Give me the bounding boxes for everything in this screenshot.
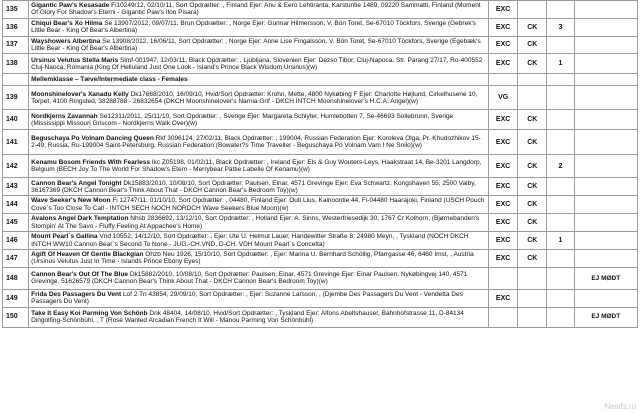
dog-name: Cannon Bear's Angel Tonight bbox=[31, 179, 122, 187]
table-row bbox=[3, 196, 638, 214]
placement bbox=[547, 1, 574, 19]
dog-description bbox=[29, 214, 489, 232]
dog-name: Cannon Bear's Out Of The Blue bbox=[31, 270, 129, 278]
dog-name: Beguschaya Po Volnam Dancing Queen bbox=[31, 135, 154, 143]
catalog-number: 141 bbox=[3, 130, 29, 155]
dog-name: Take It Easy Koi Parming Von Schönb bbox=[31, 309, 148, 317]
placement bbox=[547, 196, 574, 214]
section-title: Mellemklasse – Tæve/Intermediate class - Females bbox=[29, 74, 489, 86]
attendance-note bbox=[574, 250, 637, 268]
result-cell bbox=[489, 74, 518, 86]
dog-details: Ikc Z05198, 01/02/11, Black Opdrætter: , Ireland Ejer: Els & Guy Wouters-Leys, Haakstraat 14, Be-3201 Langdorp, Belgium (BECH Joy To The World For Shadow's Etern - Merrybear Pattie Labelle Of Kenamu)(w) bbox=[31, 159, 482, 174]
result-grade: EXC bbox=[489, 214, 518, 232]
table-row bbox=[3, 214, 638, 232]
placement bbox=[547, 110, 574, 130]
certificate-quality: CK bbox=[518, 232, 547, 250]
placement bbox=[547, 36, 574, 54]
table-row bbox=[3, 307, 638, 327]
dog-name: Ursinus Velutus Stella Maris bbox=[31, 56, 119, 64]
table-row bbox=[3, 54, 638, 74]
catalog-number: 150 bbox=[3, 307, 29, 327]
attendance-note bbox=[574, 196, 637, 214]
dog-description bbox=[29, 196, 489, 214]
placement bbox=[547, 86, 574, 110]
dog-name: Kenamu Bosom Friends With Fearless bbox=[31, 159, 150, 167]
dog-name: Avalons Angel Dark Temptation bbox=[31, 215, 129, 223]
result-grade: EXC bbox=[489, 155, 518, 178]
attendance-note bbox=[574, 289, 637, 307]
dog-description bbox=[29, 155, 489, 178]
certificate-quality: CK bbox=[518, 130, 547, 155]
catalog-number: 136 bbox=[3, 18, 29, 36]
result-grade: EXC bbox=[489, 178, 518, 196]
dog-name: Agift Of Heaven Of Gentle Blackgian bbox=[31, 251, 144, 259]
dog-details: Rkf 3096124, 27/02/11, Black Opdrætter: , 199004, Russian Federation Ejer: Koroleva Olga, Pr. Khudozhikov 15-2-49, Russia, Ru-199004 Saint-Petersburg, Russian Federation (Bowater?s Time Traveller - Beguschaya Po Volnam Vam I Ne Snilo)(w) bbox=[31, 135, 481, 150]
dog-description bbox=[29, 178, 489, 196]
dog-description bbox=[29, 250, 489, 268]
attendance-note bbox=[574, 214, 637, 232]
dog-details: Se 13908/2012, 16/06/11, Sort Opdrætter: , Norge Ejer: Anne Lise Fingalsson, V. Bön Toret, Se-67010 Töckfors, Sverige (Egebæk's Little Bear - King Of Bear's Albertina) bbox=[31, 37, 481, 53]
table-row bbox=[3, 267, 638, 289]
attendance-note bbox=[574, 54, 637, 74]
result-grade bbox=[489, 307, 518, 327]
dog-description bbox=[29, 18, 489, 36]
attendance-note bbox=[574, 232, 637, 250]
certificate-quality bbox=[518, 86, 547, 110]
certificate-quality: CK bbox=[518, 196, 547, 214]
placement bbox=[547, 214, 574, 232]
dog-name: Chiqui Bear's Xo Hilma bbox=[31, 19, 103, 27]
catalog-number: 137 bbox=[3, 36, 29, 54]
result-grade: EXC bbox=[489, 250, 518, 268]
result-grade: EXC bbox=[489, 130, 518, 155]
attendance-note bbox=[574, 178, 637, 196]
attendance-note bbox=[574, 36, 637, 54]
placement bbox=[547, 250, 574, 268]
catalog-number: 146 bbox=[3, 232, 29, 250]
placement bbox=[547, 289, 574, 307]
dog-description bbox=[29, 54, 489, 74]
dog-name: Gigantic Paw's Kesasade bbox=[31, 2, 110, 9]
certificate-quality: CK bbox=[518, 110, 547, 130]
row-number-cell bbox=[3, 74, 29, 86]
dog-details: Dk17668/2010, 16/09/10, Hvid/Sort Opdrætter: Krohn, Mette, 4800 Nykøbing F Ejer: Charlotte Højlund, Cirkelhusene 10, Torpet, 4100 Ringsted, 38288788 - 26832654 (DKCH Moonshinelover's Narnia Grif - DKCH INTCH Moonshinelover's H.C.A. Angel)(w) bbox=[31, 90, 478, 105]
result-grade: EXC bbox=[489, 1, 518, 19]
table-row bbox=[3, 155, 638, 178]
attendance-note bbox=[574, 86, 637, 110]
placement bbox=[547, 307, 574, 327]
placement: 1 bbox=[547, 232, 574, 250]
dog-description bbox=[29, 86, 489, 110]
placement: 3 bbox=[547, 18, 574, 36]
catalog-number: 139 bbox=[3, 86, 29, 110]
dog-details: Fi 12747/11, 01/10/10, Sort Opdrætter: , 04480, Finland Ejer: Outi Lius, Kainoontie 44, Fi-04480 Haarajoki, Finland (USCH Pouch Cove`s Too Close To Call - INTCH SECH NOCH NORDCH Wave Seekers Blue Moon)(w) bbox=[31, 197, 485, 212]
table-row bbox=[3, 130, 638, 155]
catalog-number: 142 bbox=[3, 155, 29, 178]
result-grade: EXC bbox=[489, 232, 518, 250]
attendance-note bbox=[574, 155, 637, 178]
result-grade: EXC bbox=[489, 54, 518, 74]
dog-details: Nhsb 2836692, 13/12/10, Sort Opdrætter: , Holland Ejer: A. Sinns, Westerfriesedijk 30, 1767 Cr Kolhorn, (Bjørnebanden's Stompin' At The Savo - Fluffy Feeling At Appachee's Home) bbox=[31, 215, 480, 230]
dog-details: Dk15882/2010, 10/08/10, Sort Opdrætter: Paulsen, Einar, 4571 Grevinge Ejer: Einar Paulsen, Nykøbingvej 140, 4571 Grevinge, 51626579 (DKCH Cannon Bear's Think About That - DKCH Cannon Bear's Bedroom Toy)(w) bbox=[31, 270, 468, 286]
dog-details: Slmf-001947, 12/03/11, Black Opdrætter: , Ljubljana, Slovenien Ejer: Dezso Tibor, Cluj-Napoca, Str. Parang 27/17, Ro-400552 Cluj-Naoca, Romania (King Of Helluland Just One Look - Island's Prince Black Wisdom Ursinus)(w) bbox=[31, 56, 483, 71]
certificate-quality: CK bbox=[518, 250, 547, 268]
table-row bbox=[3, 36, 638, 54]
result-grade: EXC bbox=[489, 196, 518, 214]
certificate-quality bbox=[518, 307, 547, 327]
dog-details: Vnd 10552, 14/12/10, Sort Opdrætter: , Ejer: Ute U. Helmut Lauer, Handewitter Straße 8, 24980 Meyn, , Tyskland (NOCH DKCH INTCH WW10 Cannon Bear`s Second To None - JUG.-CH.VND, D-CH. VDH Mount Pearl`s Concetta) bbox=[31, 233, 469, 248]
note-cell bbox=[574, 74, 637, 86]
catalog-number: 138 bbox=[3, 54, 29, 74]
certificate-quality: CK bbox=[518, 54, 547, 74]
placement: 2 bbox=[547, 155, 574, 178]
class-section-row bbox=[3, 74, 638, 86]
dog-name: Wave Seeker's New Moon bbox=[31, 197, 111, 205]
attendance-note: EJ MØDT bbox=[574, 267, 637, 289]
table-row bbox=[3, 18, 638, 36]
result-grade: EXC bbox=[489, 18, 518, 36]
attendance-note: EJ MØDT bbox=[574, 307, 637, 327]
table-row bbox=[3, 110, 638, 130]
result-grade: EXC bbox=[489, 289, 518, 307]
dog-description bbox=[29, 36, 489, 54]
dog-name: Wayshowers Albertina bbox=[31, 37, 101, 45]
dog-details: Lof 2 Tn 43854, 29/09/10, Sort Opdrætter: , Ejer: Suzanne Larsson, , (Djembe Des Passagers Du Vent - Vendetta Des Passagers Du Vent) bbox=[31, 290, 463, 306]
certificate-quality bbox=[518, 1, 547, 19]
table-row bbox=[3, 250, 638, 268]
certificate-quality bbox=[518, 289, 547, 307]
attendance-note bbox=[574, 110, 637, 130]
certificate-cell bbox=[518, 74, 547, 86]
certificate-quality bbox=[518, 267, 547, 289]
certificate-quality: CK bbox=[518, 214, 547, 232]
certificate-quality: CK bbox=[518, 178, 547, 196]
dog-description bbox=[29, 267, 489, 289]
dog-name: Moonshinelover's Xanadu Kelly bbox=[31, 90, 129, 98]
dog-details: Dk15883/2010, 10/08/10, Sort Opdrætter: Paulsen, Einar, 4571 Grevinge Ejer: Eva Schwartz, Kongshaven 55, 2500 Valby, 36167369 (DKCH Cannon Bear's Think About That - DKCH Cannon Bear's Bedroom Toy)(w) bbox=[31, 179, 476, 194]
dog-description bbox=[29, 232, 489, 250]
placement-cell bbox=[547, 74, 574, 86]
watermark: Newfs.ru bbox=[604, 402, 636, 411]
catalog-number: 145 bbox=[3, 214, 29, 232]
catalog-number: 144 bbox=[3, 196, 29, 214]
certificate-quality: CK bbox=[518, 155, 547, 178]
result-grade bbox=[489, 267, 518, 289]
catalog-number: 147 bbox=[3, 250, 29, 268]
catalog-number: 135 bbox=[3, 1, 29, 19]
result-grade: VG bbox=[489, 86, 518, 110]
catalog-number: 143 bbox=[3, 178, 29, 196]
dog-details: Se 13907/2012, 09/07/11, Brun Opdrætter: , Norge Ejer: Gunnar Hilmersson, V. Bön Toret, Se-67010 Töckfors, Sverige (Gebrek's Little Bear - King Of Bear's Albertina) bbox=[31, 19, 476, 35]
attendance-note bbox=[574, 130, 637, 155]
attendance-note bbox=[574, 18, 637, 36]
dog-name: Nordkjerns Zavannah bbox=[31, 112, 98, 120]
dog-description bbox=[29, 110, 489, 130]
result-grade: EXC bbox=[489, 36, 518, 54]
catalog-number: 149 bbox=[3, 289, 29, 307]
table-row bbox=[3, 178, 638, 196]
dog-name: Frida Des Passagers Du Vent bbox=[31, 290, 122, 298]
table-row bbox=[3, 1, 638, 19]
table-row bbox=[3, 289, 638, 307]
dog-name: Mount Pearl`s Gallina bbox=[31, 233, 98, 241]
dog-details: Dnk 48404, 14/08/10, Hvid/Sort Opdrætter: , Tyskland Ejer: Alfons Abeltshauser, Bahnhofstrasse 11, D-84134 Dingolfing-Schönbühl, , T (Rose Wanted Arcadian French It Will - Manou Parming Von Schönbühl) bbox=[31, 309, 464, 325]
table-row bbox=[3, 86, 638, 110]
catalog-number: 140 bbox=[3, 110, 29, 130]
result-grade: EXC bbox=[489, 110, 518, 130]
placement bbox=[547, 267, 574, 289]
certificate-quality: CK bbox=[518, 18, 547, 36]
dog-description bbox=[29, 1, 489, 19]
attendance-note bbox=[574, 1, 637, 19]
dog-description bbox=[29, 289, 489, 307]
dog-description bbox=[29, 307, 489, 327]
placement bbox=[547, 130, 574, 155]
certificate-quality: CK bbox=[518, 36, 547, 54]
placement: 1 bbox=[547, 54, 574, 74]
dog-details: Fi10249/12, 02/10/11, Sort Opdrætter: , Finland Ejer: Anu & Eero Lehtiranta, Karstuntie 1489, 09220 Sammatti, Finland (Moment Of Glory For Shadow's Eterni - Gigantic Paw's Ilon Pisara) bbox=[31, 2, 481, 17]
placement bbox=[547, 178, 574, 196]
results-table bbox=[2, 0, 638, 328]
table-row bbox=[3, 232, 638, 250]
catalog-number: 148 bbox=[3, 267, 29, 289]
dog-details: Ohzb Neu 1926, 15/10/10, Sort Opdrætter: , Ejer: Marina U. Bernhard Schöllig, Pfarrgasse 46, 6460 Imst, , Austria (Ursinus Velutus Just In Time - Islands Prince Ebony Eyes) bbox=[31, 251, 474, 266]
dog-details: Se12311/2011, 25/11/10, Sort Opdrætter: , Sverige Ejer: Margareta Schlyter, Humlebotten 7, Se-46693 Sollebrunn, Sverige (Mississippi Missouri Griscom - Nordkjerns Walk Over)(w) bbox=[31, 112, 454, 127]
dog-description bbox=[29, 130, 489, 155]
